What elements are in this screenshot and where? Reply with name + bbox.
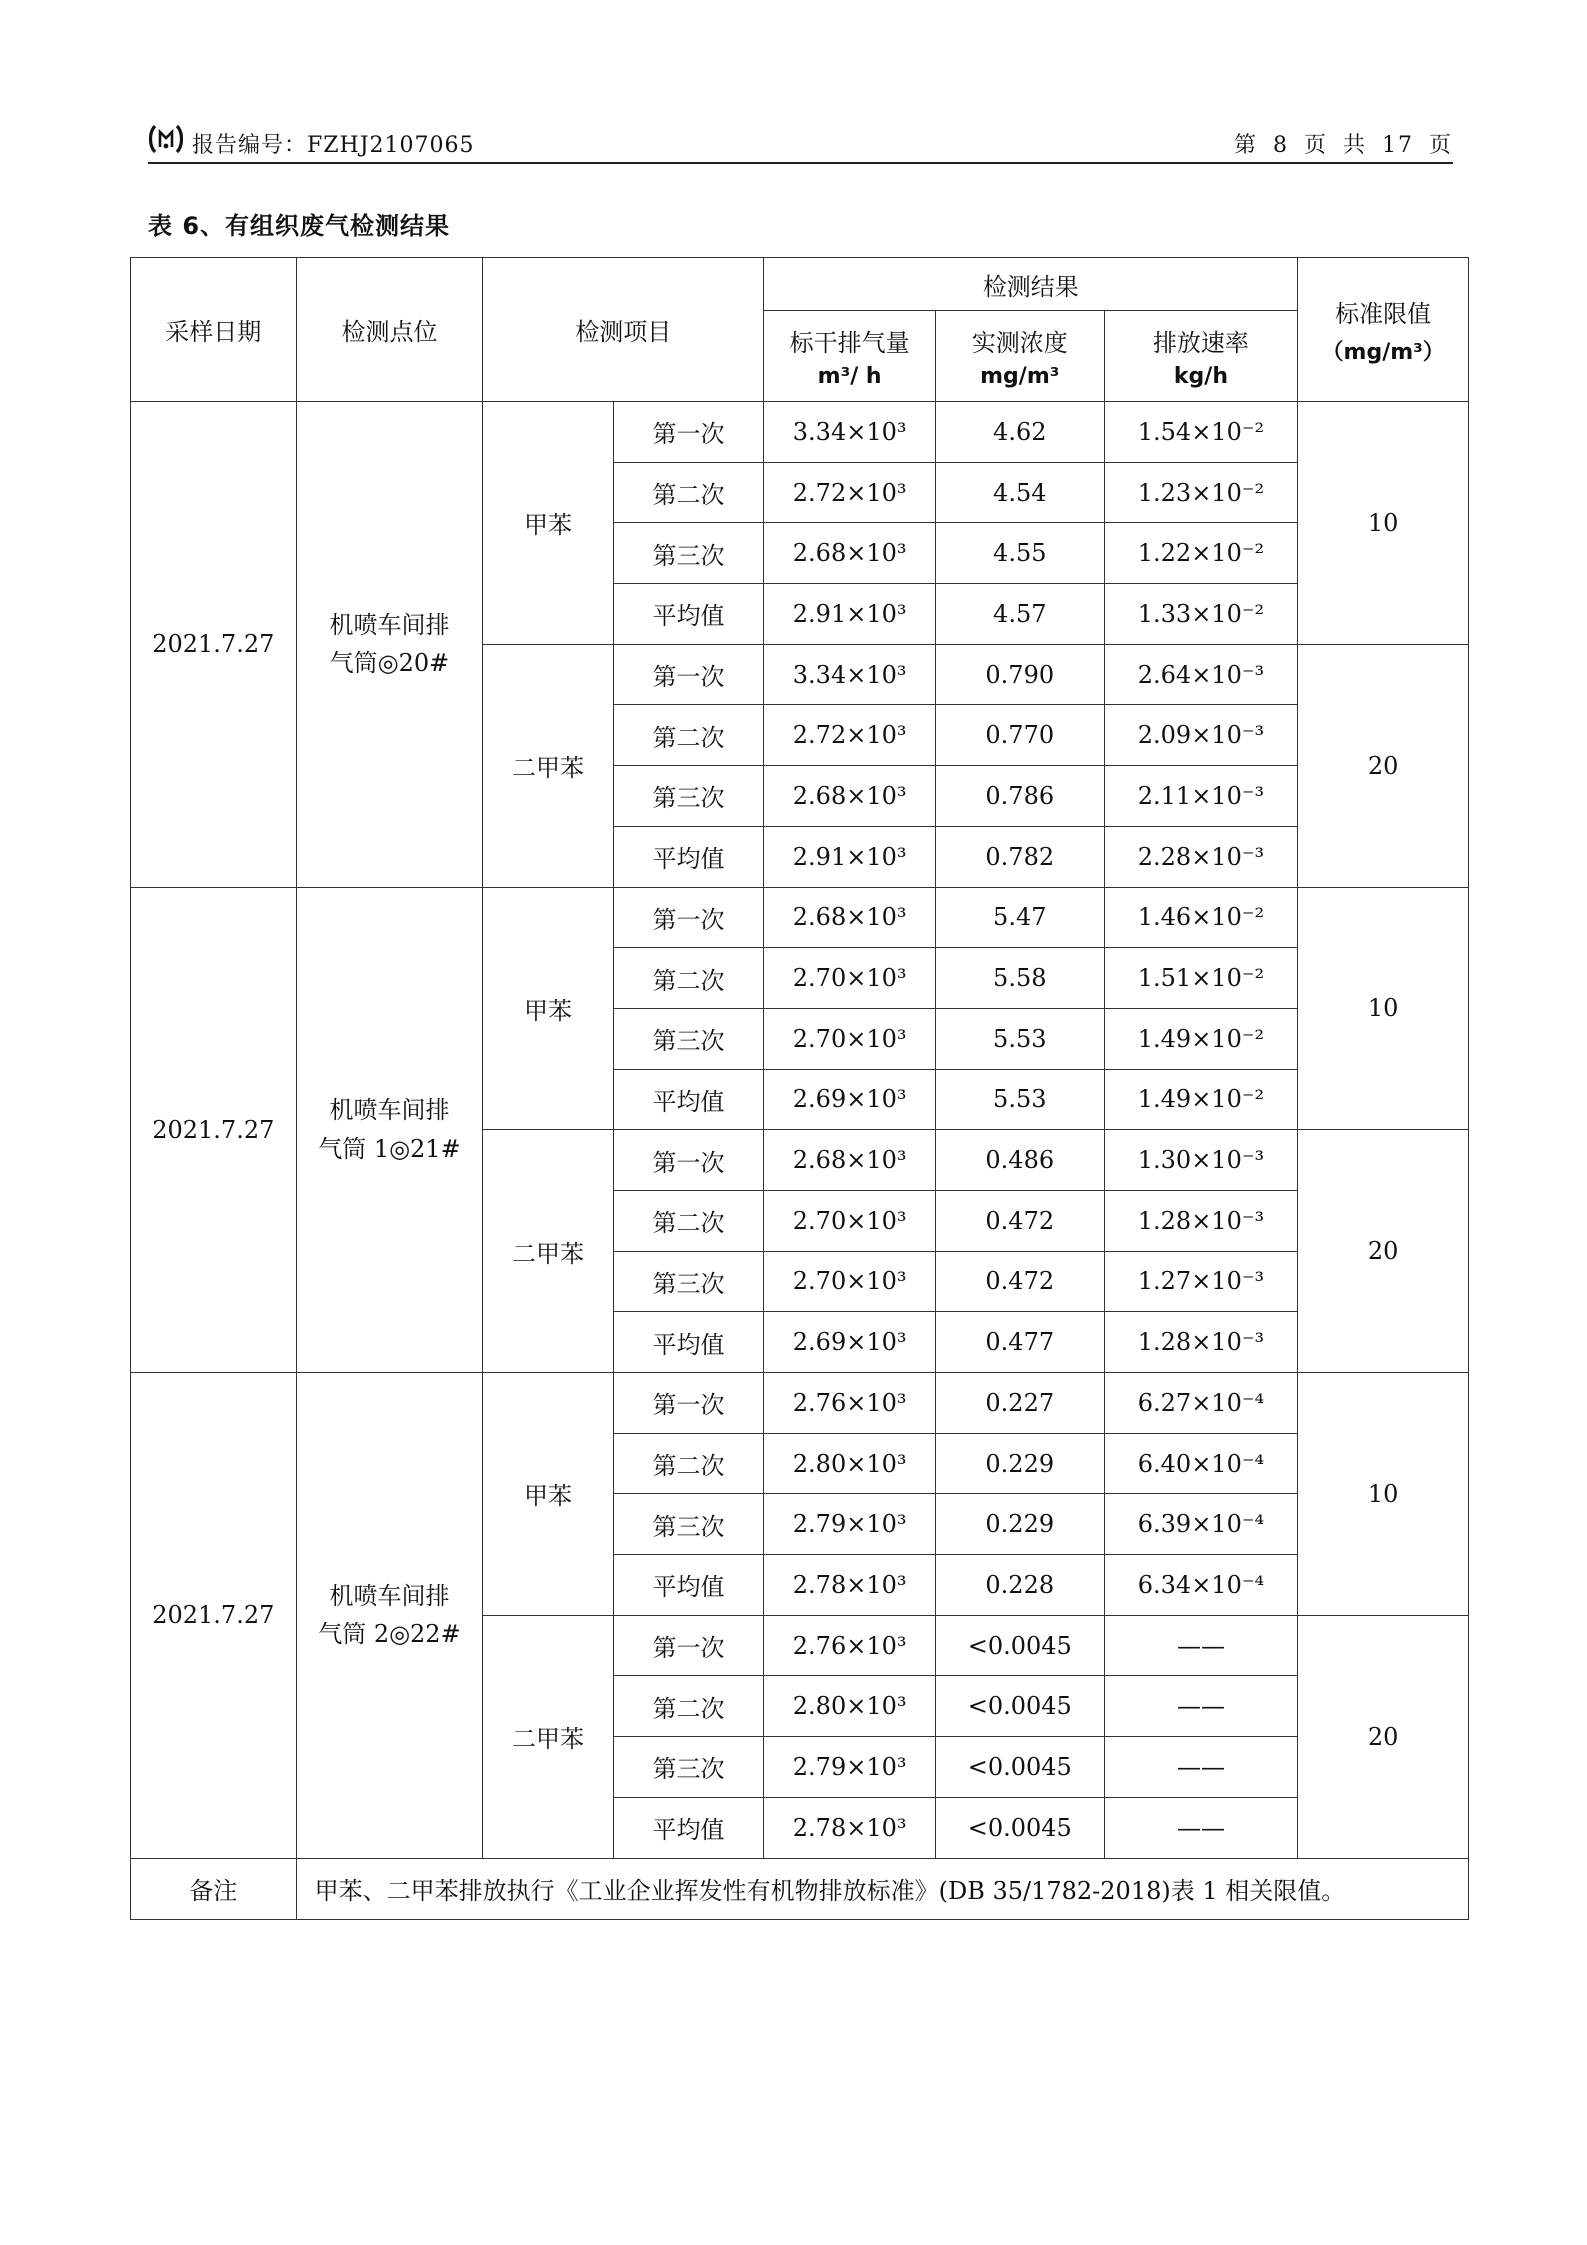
pollutant-name: 甲苯 <box>483 402 613 645</box>
run-label: 平均值 <box>613 1797 764 1858</box>
pollutant-name: 二甲苯 <box>483 1130 613 1373</box>
emission-rate-value: 1.33×10⁻² <box>1104 584 1298 645</box>
concentration-value: 0.786 <box>935 766 1104 827</box>
flow-value: 2.70×10³ <box>764 1190 936 1251</box>
flow-value: 2.70×10³ <box>764 948 936 1009</box>
emission-rate-value: 2.28×10⁻³ <box>1104 826 1298 887</box>
location-line: 机喷车间排 <box>329 1096 450 1125</box>
concentration-value: 0.770 <box>935 705 1104 766</box>
run-label: 第一次 <box>613 644 764 705</box>
table-row <box>131 402 1469 463</box>
table-row <box>131 887 1469 948</box>
emission-rate-value: 2.64×10⁻³ <box>1104 644 1298 705</box>
concentration-value: 4.62 <box>935 402 1104 463</box>
sampling-date: 2021.7.27 <box>131 402 297 888</box>
concentration-value: 0.472 <box>935 1190 1104 1251</box>
run-label: 第三次 <box>613 1494 764 1555</box>
flow-value: 2.70×10³ <box>764 1251 936 1312</box>
emission-rate-value: 6.34×10⁻⁴ <box>1104 1555 1298 1616</box>
col-header-conc <box>935 311 1104 402</box>
location-line: 气筒 2◎22# <box>318 1620 461 1649</box>
col-header-date: 采样日期 <box>131 258 297 402</box>
location-line: 机喷车间排 <box>329 610 450 639</box>
location-line: 气筒◎20# <box>329 649 450 678</box>
flow-value: 2.72×10³ <box>764 705 936 766</box>
emission-rate-value: 1.28×10⁻³ <box>1104 1312 1298 1373</box>
emission-rate-value: 1.54×10⁻² <box>1104 402 1298 463</box>
concentration-value: 4.57 <box>935 584 1104 645</box>
sampling-location <box>296 402 483 888</box>
run-label: 第二次 <box>613 1676 764 1737</box>
sampling-date: 2021.7.27 <box>131 887 297 1373</box>
col-header-item: 检测项目 <box>483 258 764 402</box>
concentration-value: 0.229 <box>935 1433 1104 1494</box>
rate-unit: kg/h <box>1173 364 1228 389</box>
concentration-value: 0.790 <box>935 644 1104 705</box>
emission-rate-value: —— <box>1104 1615 1298 1676</box>
standard-limit: 10 <box>1298 402 1469 645</box>
flow-value: 2.76×10³ <box>764 1615 936 1676</box>
standard-limit: 20 <box>1298 1130 1469 1373</box>
col-header-rate <box>1104 311 1298 402</box>
flow-value: 2.80×10³ <box>764 1433 936 1494</box>
concentration-value: <0.0045 <box>935 1615 1104 1676</box>
pollutant-name: 二甲苯 <box>483 644 613 887</box>
page-number: 第 8 页 共 17 页 <box>1234 133 1453 158</box>
emission-rate-value: 6.39×10⁻⁴ <box>1104 1494 1298 1555</box>
standard-limit: 10 <box>1298 1373 1469 1616</box>
location-line: 气筒 1◎21# <box>318 1134 461 1163</box>
limit-unit: （mg/m³） <box>1321 339 1445 365</box>
concentration-value: 0.472 <box>935 1251 1104 1312</box>
run-label: 第二次 <box>613 1190 764 1251</box>
limit-label: 标准限值 <box>1335 299 1432 328</box>
concentration-value: 5.53 <box>935 1008 1104 1069</box>
flow-value: 2.79×10³ <box>764 1737 936 1798</box>
flow-value: 2.91×10³ <box>764 826 936 887</box>
run-label: 平均值 <box>613 1555 764 1616</box>
run-label: 第二次 <box>613 948 764 1009</box>
standard-limit: 20 <box>1298 1615 1469 1858</box>
run-label: 第一次 <box>613 1373 764 1434</box>
note-row <box>131 1858 1469 1919</box>
concentration-value: 5.58 <box>935 948 1104 1009</box>
run-label: 第一次 <box>613 887 764 948</box>
flow-value: 2.72×10³ <box>764 462 936 523</box>
table-row <box>131 1373 1469 1434</box>
sampling-location <box>296 887 483 1373</box>
emission-rate-value: 1.51×10⁻² <box>1104 948 1298 1009</box>
standard-limit: 10 <box>1298 887 1469 1130</box>
flow-value: 2.79×10³ <box>764 1494 936 1555</box>
run-label: 第一次 <box>613 1130 764 1191</box>
flow-value: 2.68×10³ <box>764 887 936 948</box>
standard-limit: 20 <box>1298 644 1469 887</box>
run-label: 平均值 <box>613 584 764 645</box>
flow-value: 2.69×10³ <box>764 1069 936 1130</box>
concentration-value: 0.486 <box>935 1130 1104 1191</box>
run-label: 第二次 <box>613 705 764 766</box>
pollutant-name: 二甲苯 <box>483 1615 613 1858</box>
flow-value: 2.68×10³ <box>764 523 936 584</box>
run-label: 第一次 <box>613 402 764 463</box>
run-label: 第三次 <box>613 1737 764 1798</box>
flow-value: 2.80×10³ <box>764 1676 936 1737</box>
flow-label: 标干排气量 <box>789 329 910 357</box>
run-label: 平均值 <box>613 1312 764 1373</box>
emission-rate-value: 2.09×10⁻³ <box>1104 705 1298 766</box>
concentration-value: 4.55 <box>935 523 1104 584</box>
conc-label: 实测浓度 <box>971 329 1068 357</box>
note-text: 甲苯、二甲苯排放执行《工业企业挥发性有机物排放标准》(DB 35/1782-2018)表 1 相关限值。 <box>296 1858 1468 1919</box>
run-label: 第二次 <box>613 462 764 523</box>
col-header-flow <box>764 311 936 402</box>
emission-rate-value: —— <box>1104 1737 1298 1798</box>
emission-rate-value: 6.40×10⁻⁴ <box>1104 1433 1298 1494</box>
emission-rate-value: 6.27×10⁻⁴ <box>1104 1373 1298 1434</box>
concentration-value: 0.477 <box>935 1312 1104 1373</box>
header-row <box>131 258 1469 311</box>
concentration-value: 0.228 <box>935 1555 1104 1616</box>
run-label: 平均值 <box>613 1069 764 1130</box>
run-label: 第三次 <box>613 766 764 827</box>
sampling-date: 2021.7.27 <box>131 1373 297 1859</box>
col-header-results: 检测结果 <box>764 258 1298 311</box>
note-label: 备注 <box>131 1858 297 1919</box>
report-number: 报告编号：FZHJ2107065 <box>192 133 475 158</box>
emission-rate-value: 1.22×10⁻² <box>1104 523 1298 584</box>
emission-rate-value: 2.11×10⁻³ <box>1104 766 1298 827</box>
concentration-value: 0.227 <box>935 1373 1104 1434</box>
flow-value: 2.68×10³ <box>764 766 936 827</box>
concentration-value: <0.0045 <box>935 1737 1104 1798</box>
table-title: 表 6、有组织废气检测结果 <box>148 212 451 240</box>
col-header-location: 检测点位 <box>296 258 483 402</box>
page-header <box>148 122 1453 164</box>
flow-value: 2.69×10³ <box>764 1312 936 1373</box>
concentration-value: 4.54 <box>935 462 1104 523</box>
pollutant-name: 甲苯 <box>483 1373 613 1616</box>
emission-rate-value: 1.49×10⁻² <box>1104 1008 1298 1069</box>
location-line: 机喷车间排 <box>329 1581 450 1610</box>
emission-rate-value: 1.27×10⁻³ <box>1104 1251 1298 1312</box>
concentration-value: <0.0045 <box>935 1797 1104 1858</box>
flow-value: 2.78×10³ <box>764 1797 936 1858</box>
flow-unit: m³/ h <box>817 364 882 389</box>
flow-value: 3.34×10³ <box>764 644 936 705</box>
emission-rate-value: 1.23×10⁻² <box>1104 462 1298 523</box>
run-label: 第三次 <box>613 1008 764 1069</box>
sampling-location <box>296 1373 483 1859</box>
flow-value: 3.34×10³ <box>764 402 936 463</box>
run-label: 第三次 <box>613 1251 764 1312</box>
flow-value: 2.78×10³ <box>764 1555 936 1616</box>
concentration-value: <0.0045 <box>935 1676 1104 1737</box>
emission-rate-value: 1.49×10⁻² <box>1104 1069 1298 1130</box>
results-table <box>130 257 1469 1920</box>
run-label: 第一次 <box>613 1615 764 1676</box>
flow-value: 2.91×10³ <box>764 584 936 645</box>
run-label: 平均值 <box>613 826 764 887</box>
emission-rate-value: 1.28×10⁻³ <box>1104 1190 1298 1251</box>
flow-value: 2.76×10³ <box>764 1373 936 1434</box>
concentration-value: 0.782 <box>935 826 1104 887</box>
run-label: 第三次 <box>613 523 764 584</box>
emission-rate-value: —— <box>1104 1797 1298 1858</box>
emission-rate-value: 1.46×10⁻² <box>1104 887 1298 948</box>
pollutant-name: 甲苯 <box>483 887 613 1130</box>
concentration-value: 0.229 <box>935 1494 1104 1555</box>
results-body <box>131 402 1469 1859</box>
flow-value: 2.70×10³ <box>764 1008 936 1069</box>
emission-rate-value: 1.30×10⁻³ <box>1104 1130 1298 1191</box>
rate-label: 排放速率 <box>1152 329 1249 357</box>
conc-unit: mg/m³ <box>980 364 1060 389</box>
col-header-limit <box>1298 258 1469 402</box>
flow-value: 2.68×10³ <box>764 1130 936 1191</box>
run-label: 第二次 <box>613 1433 764 1494</box>
company-logo-icon <box>148 122 184 156</box>
concentration-value: 5.53 <box>935 1069 1104 1130</box>
emission-rate-value: —— <box>1104 1676 1298 1737</box>
concentration-value: 5.47 <box>935 887 1104 948</box>
